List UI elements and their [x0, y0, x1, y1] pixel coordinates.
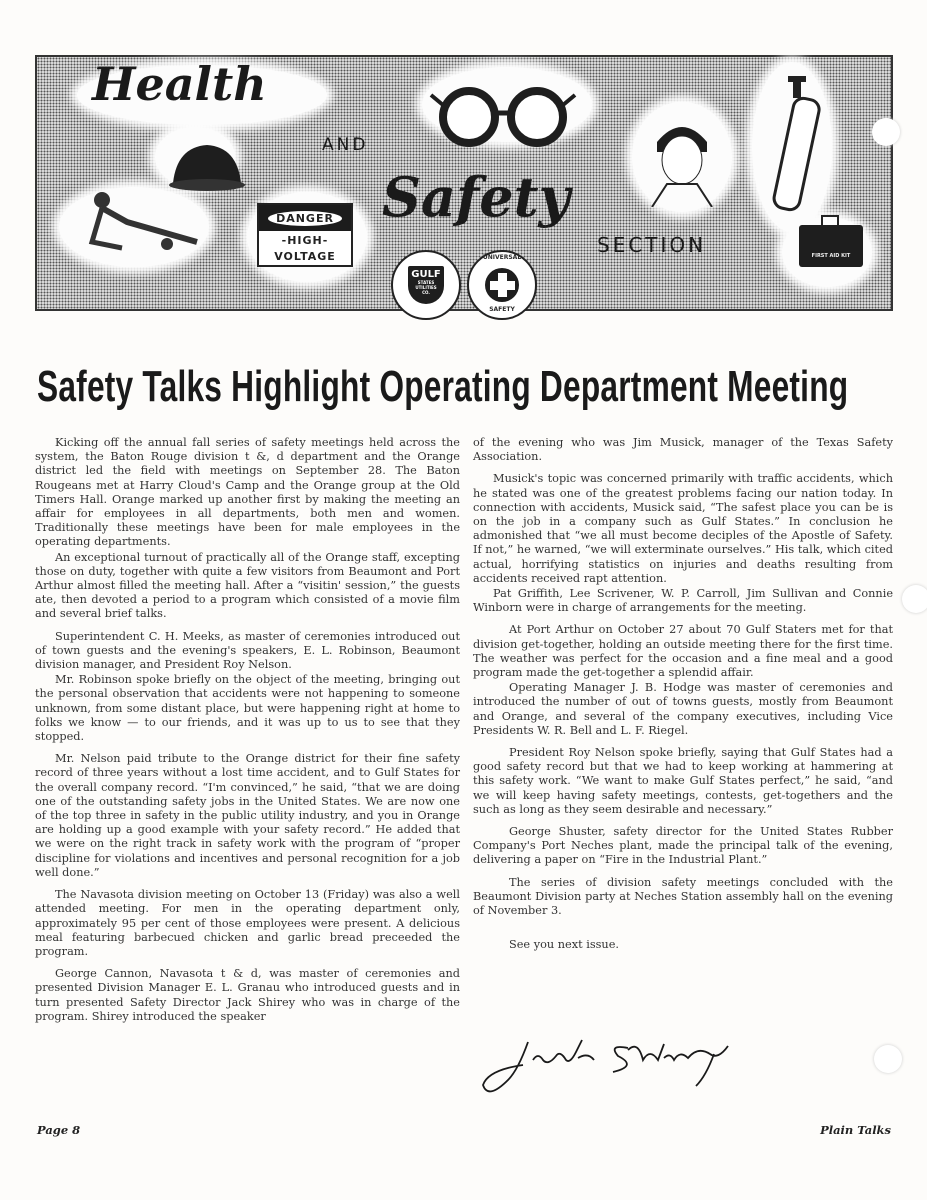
danger-label: DANGER: [268, 211, 342, 226]
banner-section-text: SECTION: [597, 233, 707, 257]
paragraph: At Port Arthur on October 27 about 70 Gulf Staters met for that division get-together, holding an outside meeting there for the first time. The weather was perfect for the occasion and a fine meal and a good program made the get-together a splendid affair.: [473, 623, 893, 680]
binder-hole: [874, 1045, 902, 1073]
danger-high-voltage-sign: [257, 203, 353, 267]
article-left-column: [35, 436, 460, 1025]
page-number: Page 8: [37, 1123, 81, 1137]
gulf-seal-name: GULF: [411, 269, 441, 280]
paragraph: President Roy Nelson spoke briefly, saying that Gulf States had a good safety record but that we had to keep working at hammering at this safety work. “We want to make Gulf States perfect,” he said, “and we will keep having safety meetings, contests, get-togethers and the such as long as they seem desirable and necessary.”: [473, 746, 893, 816]
health-safety-banner: [35, 55, 893, 311]
paragraph: The series of division safety meetings concluded with the Beaumont Division party at Neches Station assembly hall on the evening of November 3.: [473, 875, 893, 918]
nurse-portrait-icon: [637, 112, 727, 207]
paragraph: George Cannon, Navasota t & d, was master of ceremonies and presented Division Manager E. L. Granau who introduced guests and in turn presented Safety Director Jack Shirey who was in charge of the program. Shirey introduced the speaker: [35, 967, 460, 1023]
paragraph: An exceptional turnout of practically all of the Orange staff, excepting those on duty, together with quite a few visitors from Beaumont and Port Arthur almost filled the meeting hall. After a “visitin' session,” the guests ate, then devoted a period to a program which consisted of a movie film and several brief talks.: [35, 550, 460, 621]
voltage-label: VOLTAGE: [274, 250, 336, 263]
gulf-states-seal: [391, 250, 461, 320]
banner-health-text: Health: [92, 57, 267, 111]
first-aid-rescue-illustration: [72, 182, 202, 262]
paragraph: Kicking off the annual fall series of safety meetings held across the system, the Baton Rouge division t &, d department and the Orange district led the field with meetings on September 28. The Baton Rougeans met at Harry Cloud's Camp and the Orange group at the Old Timers Hall. Orange marked up another first by making the meeting an affair for employees in all departments, both men and women. Traditionally these meetings have been for male employees in the operating departments.: [35, 436, 460, 549]
paragraph: of the evening who was Jim Musick, manager of the Texas Safety Association.: [473, 436, 893, 464]
universal-seal-top: UNIVERSAL: [482, 254, 522, 261]
publication-name: Plain Talks: [820, 1123, 891, 1137]
banner-and-text: AND: [322, 135, 369, 155]
closing-line: See you next issue.: [509, 938, 619, 952]
fire-extinguisher-icon: [772, 72, 822, 222]
paragraph: Mr. Robinson spoke briefly on the object of the meeting, bringing out the personal observation that accidents were not happening to someone unknown, from some distant place, but were happening right at home to folks we know — to our friends, and it was up to us to see that they stopped.: [35, 673, 460, 744]
paragraph: Musick's topic was concerned primarily with traffic accidents, which he stated was one of the greatest problems facing our nation today. In connection with accidents, Musick said, “The safest place you can be is on the job in a company such as Gulf States.” In conclusion he admonished that “we all must become deciples of the Apostle of Safety. If not,” he warned, “we will exterminate ourselves.” His talk, which cited actual, horrifying statistics on injuries and deaths resulting from accidents received rapt attention.: [473, 472, 893, 585]
paragraph: Operating Manager J. B. Hodge was master of ceremonies and introduced the number of out of towns guests, mostly from Beaumont and Orange, and several of the company executives, including Vice Presidents W. R. Bell and L. F. Riegel.: [473, 681, 893, 737]
article-title: Safety Talks Highlight Operating Department Meeting: [37, 362, 849, 411]
high-label: -HIGH-: [281, 234, 329, 247]
paragraph: Superintendent C. H. Meeks, as master of ceremonies introduced out of town guests and the evening's speakers, E. L. Robinson, Beaumont division manager, and President Roy Nelson.: [35, 629, 460, 672]
binder-hole: [902, 585, 927, 613]
paragraph: George Shuster, safety director for the United States Rubber Company's Port Neches plant, made the principal talk of the evening, delivering a paper on “Fire in the Industrial Plant.”: [473, 825, 893, 867]
first-aid-kit-icon: [799, 225, 863, 267]
paragraph: The Navasota division meeting on October 13 (Friday) was also a well attended meeting. For men in the operating department only, approximately 95 per cent of those employees were present. A delicious meal featuring barbecued chicken and garlic bread preceeded the program.: [35, 888, 460, 958]
universal-safety-seal: [467, 250, 537, 320]
gulf-seal-sub: STATES UTILITIES CO.: [415, 280, 437, 295]
binder-hole: [872, 118, 900, 146]
safety-goggles-icon: [427, 75, 577, 150]
universal-seal-bottom: SAFETY: [489, 306, 515, 313]
jack-shirey-signature: [478, 1030, 758, 1100]
paragraph: Mr. Nelson paid tribute to the Orange district for their fine safety record of three years without a lost time accident, and to Gulf States for the overall company record. “I'm convinced,” he said, “that we are doing one of the outstanding safety jobs in the United States. We are now one of the top three in safety in the public utility industry, and you in Orange are holding up a good example with your safety record.” He added that we were on the right track in safety work with the program of “proper discipline for violations and incentives and personal recognition for a job well done.”: [35, 752, 460, 879]
article-right-column: [473, 436, 893, 954]
paragraph: Pat Griffith, Lee Scrivener, W. P. Carroll, Jim Sullivan and Connie Winborn were in charge of arrangements for the meeting.: [473, 587, 893, 615]
banner-safety-text: Safety: [382, 165, 570, 229]
first-aid-kit-label: FIRST AID KIT: [811, 253, 851, 259]
